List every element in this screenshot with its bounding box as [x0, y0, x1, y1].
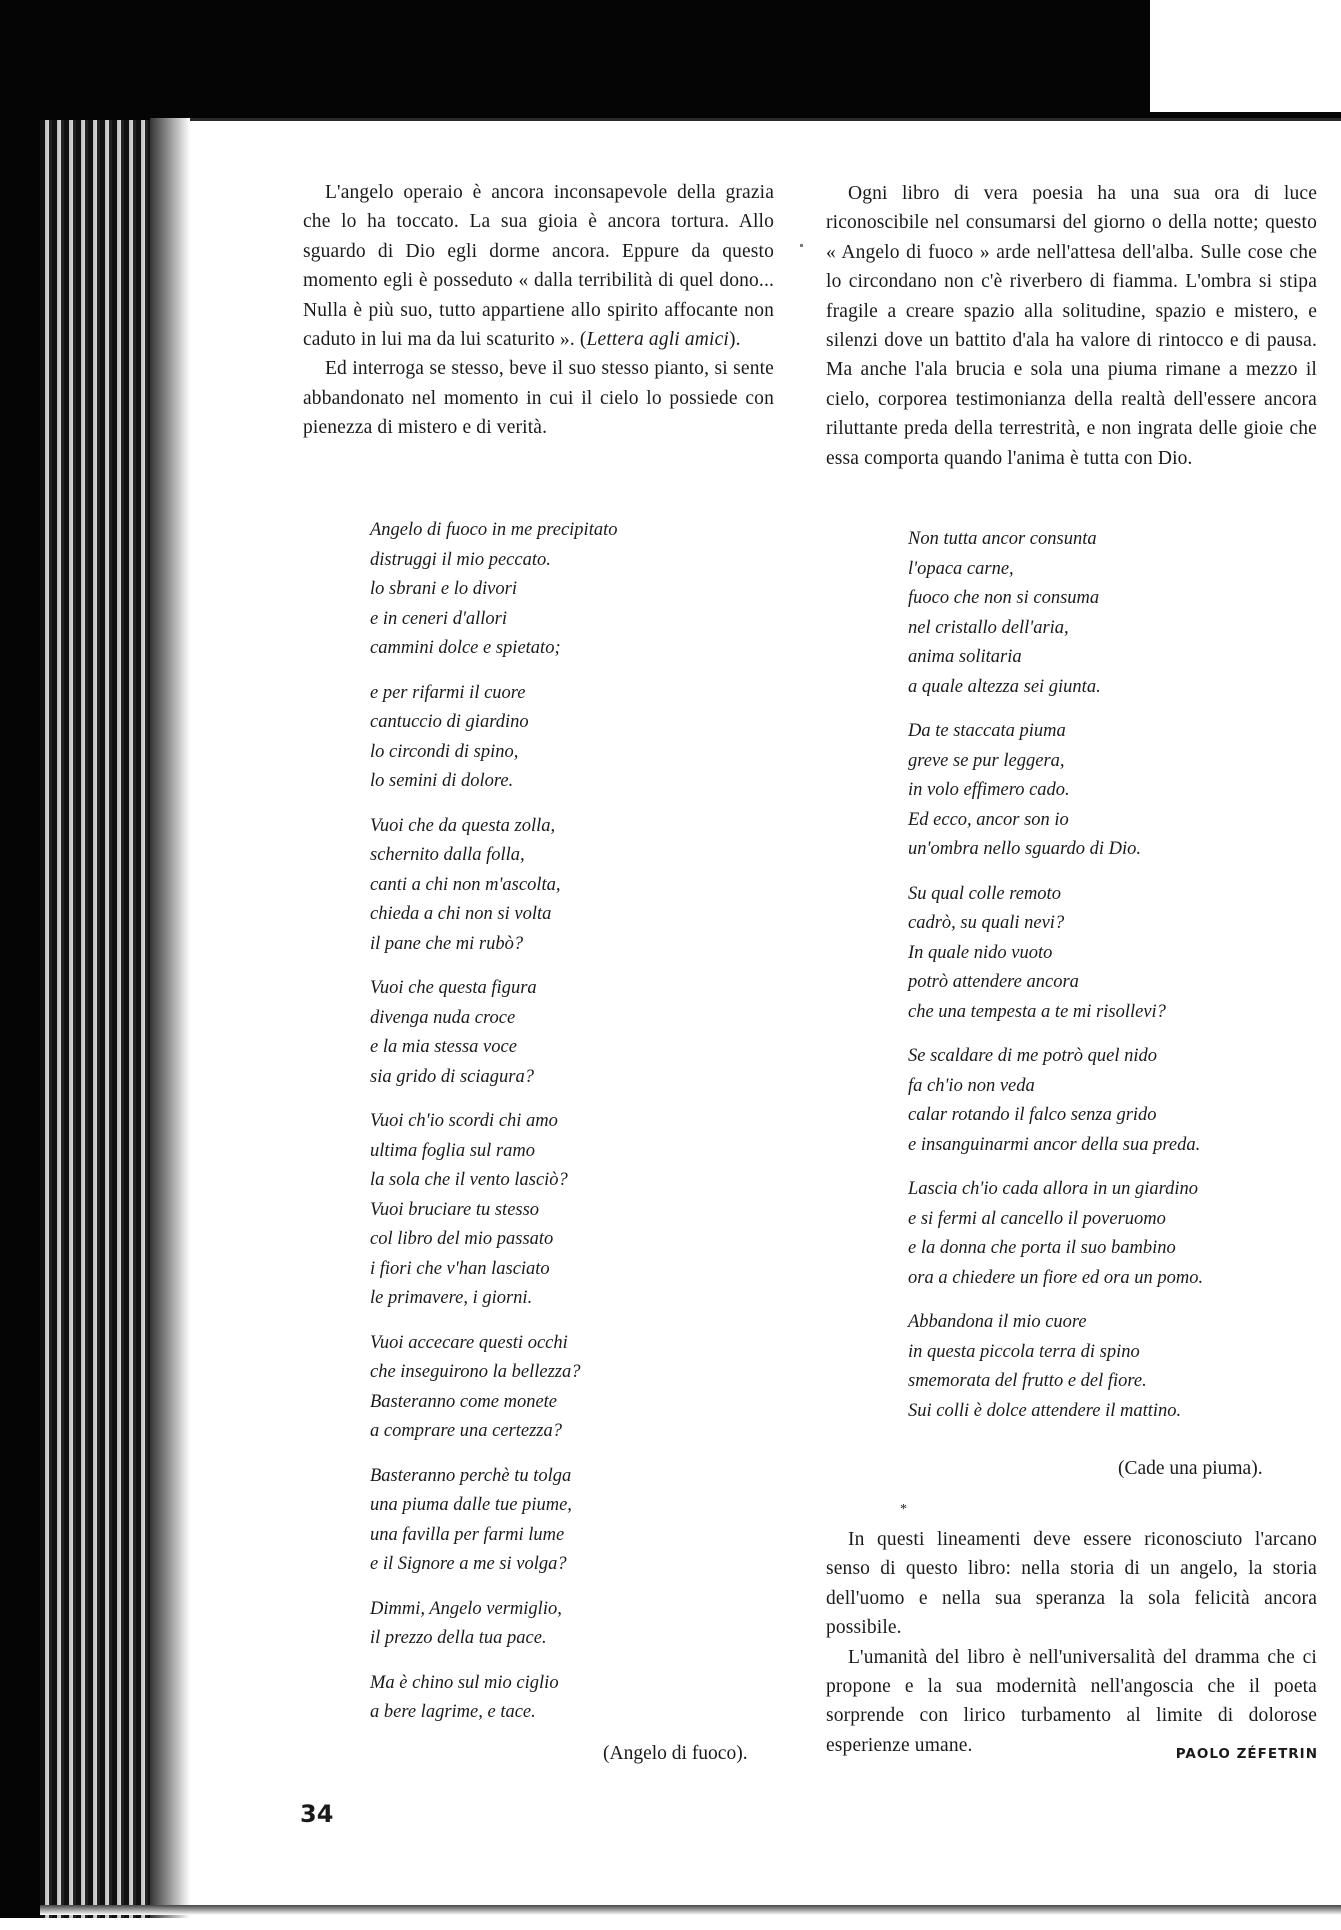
poem-line: che inseguirono la bellezza? — [370, 1362, 581, 1382]
poem-line: e la donna che porta il suo bambino — [908, 1238, 1176, 1258]
poem-line: un'ombra nello sguardo di Dio. — [908, 839, 1141, 859]
poem-line: e per rifarmi il cuore — [370, 682, 526, 703]
poem-line: Da te staccata piuma — [908, 721, 1066, 741]
poem-line: canti a chi non m'ascolta, — [370, 874, 561, 895]
right-paragraph-1: Ogni libro di vera poesia ha una sua ora di luce riconoscibile nel consumarsi del giorno o della notte; questo « Angelo di fuoco » arde nell'attesa dell'alba. Sulle cose che lo circondano non c'è riverbero di fiamma. L'ombra si stipa fragile a creare spazio alla solitudine, spazio e mistero, e silenzi dove un battito d'ala ha valore di rintocco e di pausa. Ma anche l'ala brucia e sola una piuma rimane a mezzo il cielo, corporea testimonianza della realtà dell'essere ancora riluttante preda della terrestrità, e non ingrata delle gioie che essa comporta quando l'anima è tutta con Dio. — [826, 183, 1317, 469]
poem-line: ora a chiedere un fiore ed ora un pomo. — [908, 1267, 1204, 1288]
poem-line: greve se pur leggera, — [908, 750, 1065, 771]
poem-stanza — [370, 1107, 770, 1314]
poem-line: smemorata del frutto e del fiore. — [908, 1371, 1147, 1391]
citation-title: Lettera agli amici — [586, 329, 729, 351]
poem-line: una piuma dalle tue piume, — [370, 1495, 572, 1515]
scan-background — [1150, 0, 1341, 112]
left-paragraph-2: Ed interroga se stesso, beve il suo stesso pianto, si sente abbandonato nel momento in cui il cielo lo possiede con pienezza di mistero e di verità. — [303, 358, 774, 439]
poem-line: e la mia stessa voce — [370, 1037, 517, 1057]
poem-line: lo circondi di spino, — [370, 741, 519, 762]
poem-line: potrò attendere ancora — [908, 972, 1079, 992]
left-poem — [370, 516, 770, 1743]
poem-stanza — [370, 974, 770, 1092]
poem-line: Basteranno come monete — [370, 1391, 558, 1412]
poem-stanza — [908, 717, 1328, 865]
poem-line: Vuoi che da questa zolla, — [370, 815, 556, 836]
right-closing-prose — [826, 1525, 1317, 1760]
poem-line: il prezzo della tua pace. — [370, 1628, 547, 1648]
poem-stanza — [908, 1308, 1328, 1426]
poem-line: divenga nuda croce — [370, 1007, 516, 1028]
poem-line: Basteranno perchè tu tolga — [370, 1465, 572, 1486]
poem-line: le primavere, i giorni. — [370, 1288, 533, 1308]
poem-line: il pane che mi rubò? — [370, 933, 524, 954]
poem-line: lo sbrani e lo divori — [370, 579, 517, 599]
closing-paragraph-1: In questi lineamenti deve essere riconosciuto l'arcano senso di questo libro: nella storia di un angelo, la storia dell'uomo e nella sua speranza la sola felicità ancora possibile. — [826, 1529, 1317, 1639]
poem-line: a comprare una certezza? — [370, 1421, 562, 1441]
poem-line: Su qual colle remoto — [908, 883, 1061, 904]
poem-line: che una tempesta a te mi risollevi? — [908, 1001, 1166, 1022]
page-number: 34 — [300, 1800, 334, 1828]
poem-line: Dimmi, Angelo vermiglio, — [370, 1598, 562, 1619]
poem-line: cantuccio di giardino — [370, 712, 529, 732]
poem-line: e il Signore a me si volga? — [370, 1554, 567, 1574]
poem-line: in questa piccola terra di spino — [908, 1341, 1140, 1362]
poem-line: Non tutta ancor consunta — [908, 529, 1097, 549]
poem-line: calar rotando il falco senza grido — [908, 1105, 1157, 1125]
poem-line: chieda a chi non si volta — [370, 904, 552, 924]
poem-line: lo semini di dolore. — [370, 771, 514, 791]
poem-line: schernito dalla folla, — [370, 845, 525, 865]
poem-line: e in ceneri d'allori — [370, 608, 508, 629]
poem-line: col libro del mio passato — [370, 1229, 554, 1249]
closing-paragraph-2: L'umanità del libro è nell'universalità del dramma che ci propone e la sua modernità nell'angoscia che il poeta sorprende con lirico turbamento al limite di dolorose esperienze umane. — [826, 1646, 1317, 1756]
poem-stanza — [908, 1042, 1328, 1160]
poem-line: Se scaldare di me potrò quel nido — [908, 1046, 1158, 1066]
section-asterisk: * — [900, 1502, 907, 1517]
poem-line: Ma è chino sul mio ciglio — [370, 1672, 559, 1693]
right-poem-caption: (Cade una piuma). — [1118, 1458, 1263, 1479]
poem-line: in volo effimero cado. — [908, 780, 1070, 800]
paragraph-text: L'angelo operaio è ancora inconsapevole della grazia che lo ha toccato. La sua gioia è ancora tortura. Allo sguardo di Dio egli dorme ancora. Eppure da questo momento egli è posseduto « dalla terribilità di quel dono... Nulla è più suo, tutto appartiene allo spirito affocante non caduto in lui ma da lui scaturito ». ( — [303, 182, 774, 351]
poem-line: e insanguinarmi ancor della sua preda. — [908, 1134, 1201, 1155]
poem-line: la sola che il vento lasciò? — [370, 1170, 568, 1190]
poem-stanza — [370, 1595, 770, 1654]
left-poem-caption: (Angelo di fuoco). — [603, 1743, 748, 1764]
poem-line: In quale nido vuoto — [908, 942, 1053, 963]
poem-line: distruggi il mio peccato. — [370, 549, 551, 570]
poem-line: Ed ecco, ancor son io — [908, 809, 1069, 830]
poem-line: Vuoi che questa figura — [370, 978, 537, 998]
poem-stanza — [370, 516, 770, 664]
poem-line: fa ch'io non veda — [908, 1075, 1035, 1096]
poem-line: sia grido di sciagura? — [370, 1066, 534, 1087]
poem-stanza — [908, 1175, 1328, 1293]
scan-bottom-border — [0, 1918, 1341, 1930]
poem-line: Sui colli è dolce attendere il mattino. — [908, 1400, 1182, 1421]
poem-line: l'opaca carne, — [908, 558, 1014, 579]
poem-line: una favilla per farmi lume — [370, 1524, 565, 1545]
poem-line: Abbandona il mio cuore — [908, 1312, 1087, 1332]
right-poem — [908, 525, 1328, 1441]
poem-line: e si fermi al cancello il poveruomo — [908, 1208, 1166, 1229]
poem-stanza — [370, 679, 770, 797]
poem-line: Vuoi ch'io scordi chi amo — [370, 1111, 558, 1131]
poem-line: Lascia ch'io cada allora in un giardino — [908, 1179, 1199, 1199]
poem-line: Angelo di fuoco in me precipitato — [370, 520, 618, 540]
poem-stanza — [370, 1669, 770, 1728]
page-gutter-shadow — [150, 118, 190, 1918]
margin-mark — [800, 244, 803, 247]
page-bottom-shadow — [40, 1905, 1341, 1915]
left-column-prose — [303, 178, 774, 443]
poem-stanza — [908, 525, 1328, 702]
poem-line: i fiori che v'han lasciato — [370, 1258, 550, 1279]
author-signature: PAOLO ZÉFETRIN — [1175, 1746, 1318, 1762]
poem-line: Vuoi bruciare tu stesso — [370, 1199, 540, 1220]
left-paragraph-1 — [303, 178, 774, 354]
poem-line: nel cristallo dell'aria, — [908, 617, 1069, 638]
poem-line: anima solitaria — [908, 647, 1022, 667]
poem-line: Vuoi accecare questi occhi — [370, 1332, 568, 1353]
poem-line: fuoco che non si consuma — [908, 588, 1100, 608]
scan-left-border — [0, 0, 40, 1930]
paragraph-text: ). — [728, 329, 741, 351]
poem-line: cadrò, su quali nevi? — [908, 913, 1065, 933]
poem-stanza — [908, 880, 1328, 1028]
poem-stanza — [370, 1462, 770, 1580]
poem-line: a bere lagrime, e tace. — [370, 1702, 536, 1722]
poem-line: a quale altezza sei giunta. — [908, 676, 1101, 697]
poem-stanza — [370, 812, 770, 960]
poem-stanza — [370, 1329, 770, 1447]
right-column-prose — [826, 179, 1317, 473]
poem-line: cammini dolce e spietato; — [370, 638, 561, 658]
poem-line: ultima foglia sul ramo — [370, 1140, 535, 1161]
scan-top-border — [0, 0, 1341, 120]
